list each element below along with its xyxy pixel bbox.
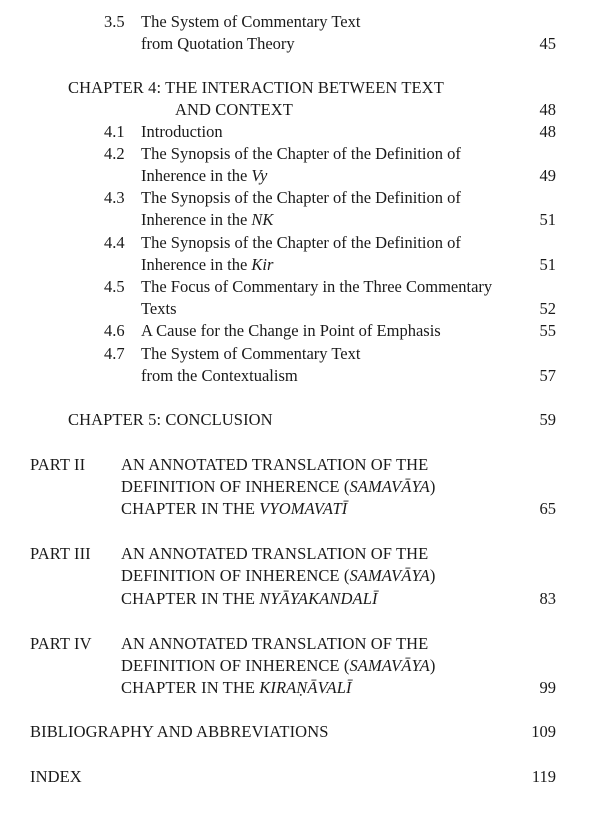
toc-entry-number: 4.7 <box>104 344 125 363</box>
toc-page-number: 59 <box>539 410 556 429</box>
part-title-continued: CHAPTER IN THE NYĀYAKANDALĪ <box>121 589 378 608</box>
part-title: AN ANNOTATED TRANSLATION OF THE <box>121 455 429 474</box>
part-label: PART II <box>30 455 86 474</box>
index-heading: INDEX <box>30 767 82 786</box>
part-title: AN ANNOTATED TRANSLATION OF THE <box>121 544 429 563</box>
part-label: PART IV <box>30 634 92 653</box>
toc-entry-number: 4.5 <box>104 277 125 296</box>
toc-page-number: 49 <box>539 166 556 185</box>
part-title-continued: DEFINITION OF INHERENCE (SAMAVĀYA) <box>121 566 436 585</box>
toc-page-number: 45 <box>539 34 556 53</box>
toc-entry-title-continued: from Quotation Theory <box>141 34 295 53</box>
toc-page-number: 83 <box>539 589 556 608</box>
toc-entry-number: 4.3 <box>104 188 125 207</box>
toc-page-number: 48 <box>539 100 556 119</box>
part-title-continued: CHAPTER IN THE KIRAṆĀVALĪ <box>121 678 352 697</box>
toc-page-number: 52 <box>539 299 556 318</box>
work-abbreviation: Vy <box>251 166 268 185</box>
toc-entry-title-continued: Inherence in the Vy <box>141 166 268 185</box>
work-title: VYOMAVATĪ <box>259 499 348 518</box>
part-title: AN ANNOTATED TRANSLATION OF THE <box>121 634 429 653</box>
work-abbreviation: NK <box>251 210 274 229</box>
toc-page-number: 48 <box>539 122 556 141</box>
toc-entry-title: The Synopsis of the Chapter of the Definition of <box>141 144 461 163</box>
work-title: NYĀYAKANDALĪ <box>259 589 378 608</box>
toc-page-number: 51 <box>539 210 556 229</box>
toc-page-number: 55 <box>539 321 556 340</box>
chapter-heading: CHAPTER 5: CONCLUSION <box>68 410 273 429</box>
toc-entry-number: 4.4 <box>104 233 125 252</box>
toc-entry-number: 3.5 <box>104 12 125 31</box>
toc-page-number: 119 <box>531 767 556 786</box>
chapter-heading-continued: AND CONTEXT <box>175 100 293 119</box>
toc-page-number: 99 <box>539 678 556 697</box>
toc-entry-title-continued: from the Contextualism <box>141 366 298 385</box>
toc-entry-title: The System of Commentary Text <box>141 12 361 31</box>
toc-page-number: 51 <box>539 255 556 274</box>
toc-entry-number: 4.6 <box>104 321 125 340</box>
toc-entry-title: Introduction <box>141 122 223 141</box>
toc-entry-title-continued: Inherence in the NK <box>141 210 274 229</box>
part-label: PART III <box>30 544 91 563</box>
toc-entry-title-continued: Texts <box>141 299 177 318</box>
bibliography-heading: BIBLIOGRAPHY AND ABBREVIATIONS <box>30 722 329 741</box>
chapter-heading: CHAPTER 4: THE INTERACTION BETWEEN TEXT <box>68 78 444 97</box>
toc-page-number: 65 <box>539 499 556 518</box>
toc-page-number: 57 <box>539 366 556 385</box>
toc-entry-title: The Synopsis of the Chapter of the Definition of <box>141 188 461 207</box>
toc-entry-title: A Cause for the Change in Point of Emphasis <box>141 321 441 340</box>
toc-entry-number: 4.2 <box>104 144 125 163</box>
toc-page-number: 109 <box>531 722 556 741</box>
part-title-continued: DEFINITION OF INHERENCE (SAMAVĀYA) <box>121 656 436 675</box>
sanskrit-term: SAMAVĀYA <box>349 566 430 585</box>
work-abbreviation: Kir <box>251 255 274 274</box>
toc-entry-title: The System of Commentary Text <box>141 344 361 363</box>
toc-entry-title-continued: Inherence in the Kir <box>141 255 274 274</box>
part-title-continued: DEFINITION OF INHERENCE (SAMAVĀYA) <box>121 477 436 496</box>
toc-entry-title: The Focus of Commentary in the Three Commentary <box>141 277 493 296</box>
work-title: KIRAṆĀVALĪ <box>259 678 352 697</box>
sanskrit-term: SAMAVĀYA <box>349 656 430 675</box>
part-title-continued: CHAPTER IN THE VYOMAVATĪ <box>121 499 348 518</box>
sanskrit-term: SAMAVĀYA <box>349 477 430 496</box>
toc-entry-number: 4.1 <box>104 122 125 141</box>
toc-entry-title: The Synopsis of the Chapter of the Definition of <box>141 233 461 252</box>
